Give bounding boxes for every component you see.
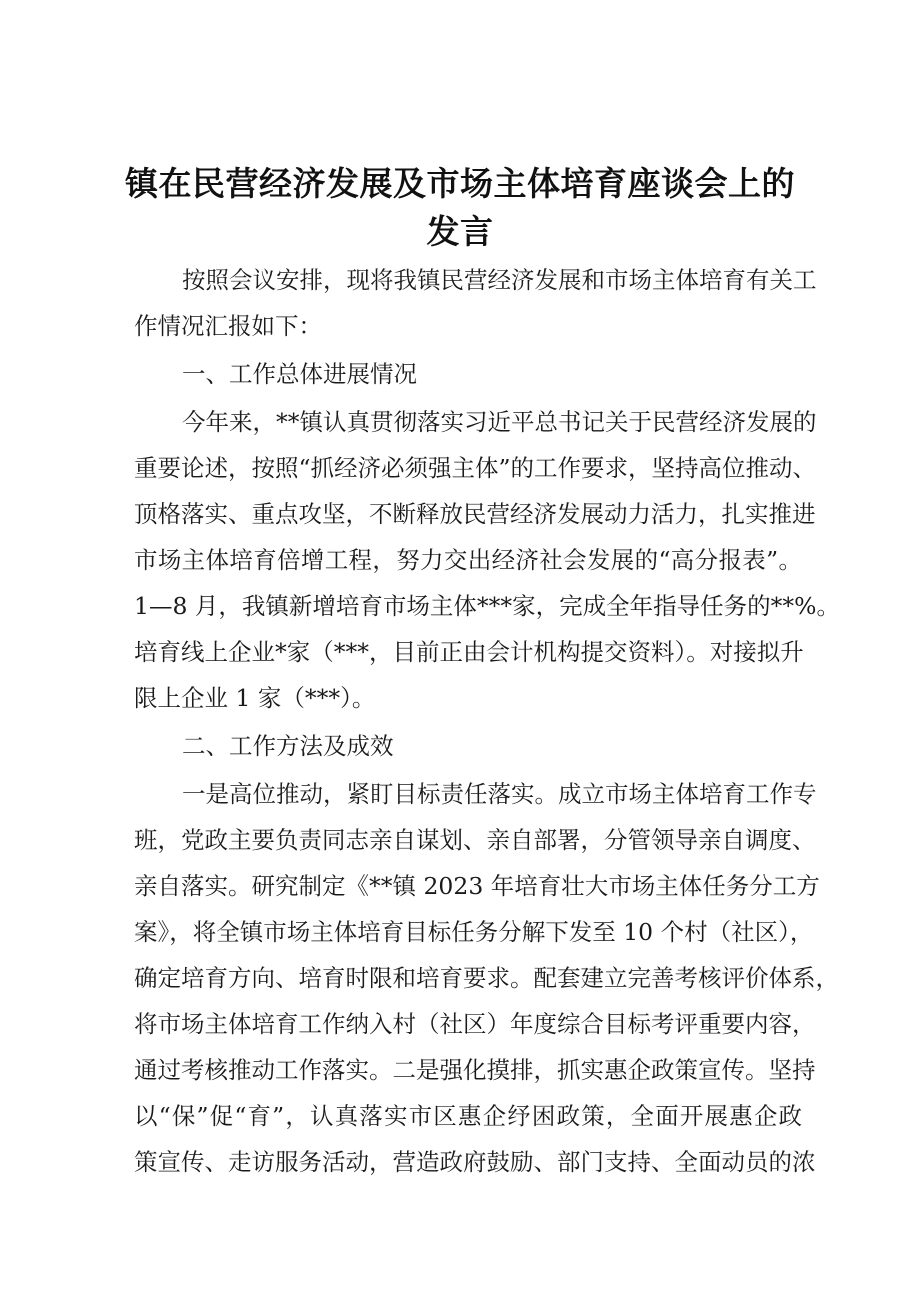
section-2-line-3: 亲自落实。研究制定《**镇 2023 年培育壮大市场主体任务分工方 (134, 872, 820, 900)
section-2-heading: 二、工作方法及成效 (182, 732, 394, 760)
section-2-line-9: 策宣传、走访服务活动，营造政府鼓励、部门支持、全面动员的浓 (134, 1148, 816, 1176)
intro-line-2: 作情况汇报如下： (134, 312, 322, 340)
document-title-line-1: 镇在民营经济发展及市场主体培育座谈会上的 (125, 164, 795, 203)
section-2-line-8: 以“保”促“育”，认真落实市区惠企纾困政策，全面开展惠企政 (134, 1102, 802, 1130)
section-1-heading: 一、工作总体进展情况 (182, 360, 417, 388)
section-1-line-6: 培育线上企业*家（***，目前正由会计机构提交资料）。对接拟升 (134, 638, 804, 666)
section-2-line-6: 将市场主体培育工作纳入村（社区）年度综合目标考评重要内容， (134, 1010, 816, 1038)
section-2-line-4: 案》，将全镇市场主体培育目标任务分解下发至 10 个村（社区）， (134, 918, 814, 946)
section-2-line-5: 确定培育方向、培育时限和培育要求。配套建立完善考核评价体系， (134, 964, 839, 992)
section-2-line-7: 通过考核推动工作落实。二是强化摸排，抓实惠企政策宣传。坚持 (134, 1056, 816, 1084)
section-2-line-1: 一是高位推动，紧盯目标责任落实。成立市场主体培育工作专 (182, 780, 817, 808)
section-1-line-5: 1—8 月，我镇新增培育市场主体***家，完成全年指导任务的**%。 (134, 592, 840, 620)
section-1-line-3: 顶格落实、重点攻坚，不断释放民营经济发展动力活力，扎实推进 (134, 500, 816, 528)
section-1-line-2: 重要论述，按照“抓经济必须强主体”的工作要求，坚持高位推动、 (134, 454, 817, 482)
section-1-line-7: 限上企业 1 家（***）。 (134, 684, 376, 712)
document-title-line-2: 发言 (426, 212, 494, 251)
section-2-line-2: 班，党政主要负责同志亲自谋划、亲自部署，分管领导亲自调度、 (134, 826, 816, 854)
section-1-line-4: 市场主体培育倍增工程，努力交出经济社会发展的“高分报表”。 (134, 546, 802, 574)
intro-line-1: 按照会议安排，现将我镇民营经济发展和市场主体培育有关工 (182, 266, 817, 294)
section-1-line-1: 今年来，**镇认真贯彻落实习近平总书记关于民营经济发展的 (182, 408, 817, 436)
